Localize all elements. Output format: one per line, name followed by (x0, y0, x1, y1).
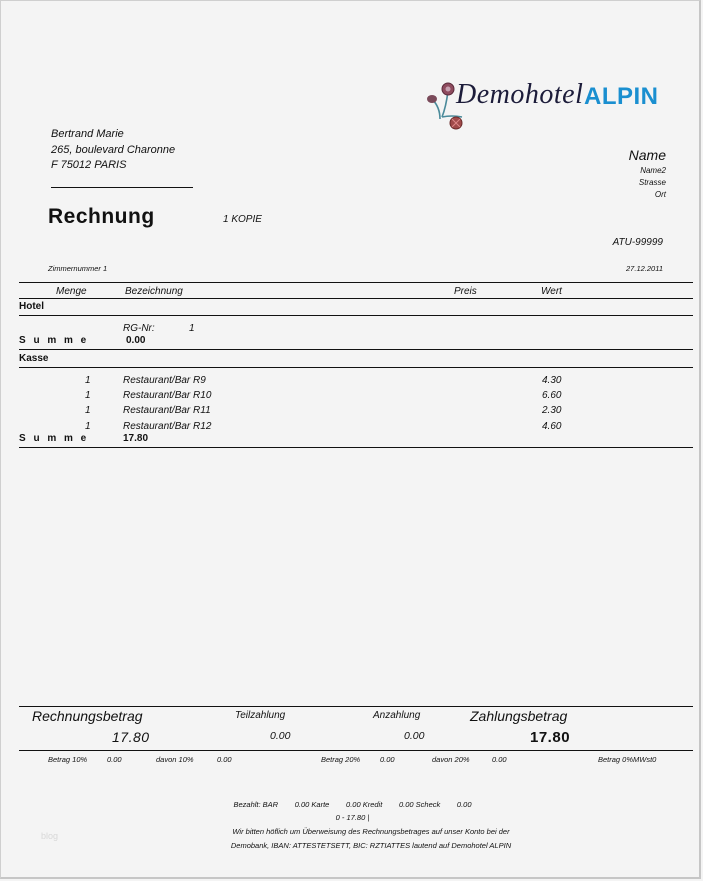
table-top-rule (19, 282, 693, 283)
note-line-1: Wir bitten höflich um Überweisung des Rechnungsbetrages auf unser Konto bei der (232, 827, 510, 836)
anzahlung-label: Anzahlung (373, 710, 421, 721)
section-hotel: Hotel (19, 301, 44, 312)
note-line-2: Demobank, IBAN: ATTESTETSETT, BIC: RZTIATTES lautend auf Demohotel ALPIN (230, 841, 512, 850)
invoice-date: 27.12.2011 (626, 264, 663, 273)
section-rule (19, 349, 693, 350)
row-menge: 1 (85, 375, 91, 386)
header-bezeichnung: Bezeichnung (125, 286, 183, 297)
davon10-label: davon 10% (156, 755, 194, 764)
betrag10-label: Betrag 10% (48, 755, 88, 764)
rg-label: RG-Nr: (123, 323, 155, 334)
payment-line: Bezahlt: BAR 0.00 Karte 0.00 Kredit 0.00 Scheck 0.00 (233, 800, 472, 809)
header-menge: Menge (56, 286, 87, 297)
rechnungsbetrag-value: 17.80 (112, 729, 150, 745)
section-kasse: Kasse (19, 353, 49, 364)
row-bezeichnung: Restaurant/Bar R10 (123, 390, 212, 401)
row-menge: 1 (85, 390, 91, 401)
table-bottom-rule (19, 447, 693, 448)
sum-label-hotel: S u m m e (19, 335, 89, 346)
row-wert: 2.30 (542, 405, 562, 416)
header-wert: Wert (541, 286, 562, 297)
sum-label-kasse: S u m m e (19, 433, 89, 444)
address-divider (51, 187, 193, 188)
sender-city: Ort (654, 190, 666, 199)
zahlungsbetrag-value: 17.80 (530, 729, 571, 746)
recipient-street: 265, boulevard Charonne (51, 144, 176, 156)
section-rule (19, 315, 693, 316)
totals-bottom-rule (19, 750, 693, 751)
totals-top-rule (19, 706, 693, 707)
recipient-city: F 75012 PARIS (51, 159, 127, 171)
logo-brand-text: ALPIN (584, 83, 659, 110)
sender-name: Name (628, 147, 666, 163)
row-wert: 4.60 (542, 421, 562, 432)
zahlungsbetrag-label: Zahlungsbetrag (470, 708, 568, 724)
room-number: Zimmernummer 1 (48, 264, 108, 273)
row-wert: 6.60 (542, 390, 562, 401)
davon20-value: 0.00 (492, 755, 507, 764)
range-line: 0 - 17.80 | (335, 813, 370, 822)
document-title: Rechnung (48, 205, 155, 228)
section-rule (19, 367, 693, 368)
davon10-value: 0.00 (217, 755, 232, 764)
sender-name2: Name2 (640, 166, 666, 175)
row-bezeichnung: Restaurant/Bar R9 (123, 375, 206, 386)
davon20-label: davon 20% (432, 755, 470, 764)
sum-value-hotel: 0.00 (126, 335, 146, 346)
rg-value: 1 (189, 323, 195, 334)
row-bezeichnung: Restaurant/Bar R11 (123, 405, 211, 416)
sender-street: Strasse (638, 178, 666, 187)
row-wert: 4.30 (542, 375, 562, 386)
watermark: blog (41, 831, 59, 841)
betrag10-value: 0.00 (107, 755, 122, 764)
header-bottom-rule (19, 298, 693, 299)
rechnungsbetrag-label: Rechnungsbetrag (32, 708, 143, 724)
row-menge: 1 (85, 405, 91, 416)
sum-value-kasse: 17.80 (123, 433, 149, 444)
teilzahlung-label: Teilzahlung (235, 710, 286, 721)
betrag0-label: Betrag 0%MWst0 (598, 755, 657, 764)
betrag20-value: 0.00 (380, 755, 395, 764)
recipient-name: Bertrand Marie (51, 128, 124, 140)
copy-label: 1 KOPIE (223, 214, 262, 225)
row-bezeichnung: Restaurant/Bar R12 (123, 421, 212, 432)
anzahlung-value: 0.00 (404, 730, 425, 742)
betrag20-label: Betrag 20% (321, 755, 361, 764)
hotel-logo (426, 73, 686, 133)
teilzahlung-value: 0.00 (270, 730, 291, 742)
logo-script-text: Demohotel (456, 79, 584, 110)
row-menge: 1 (85, 421, 91, 432)
vat-id: ATU-99999 (612, 237, 663, 248)
header-preis: Preis (454, 286, 477, 297)
